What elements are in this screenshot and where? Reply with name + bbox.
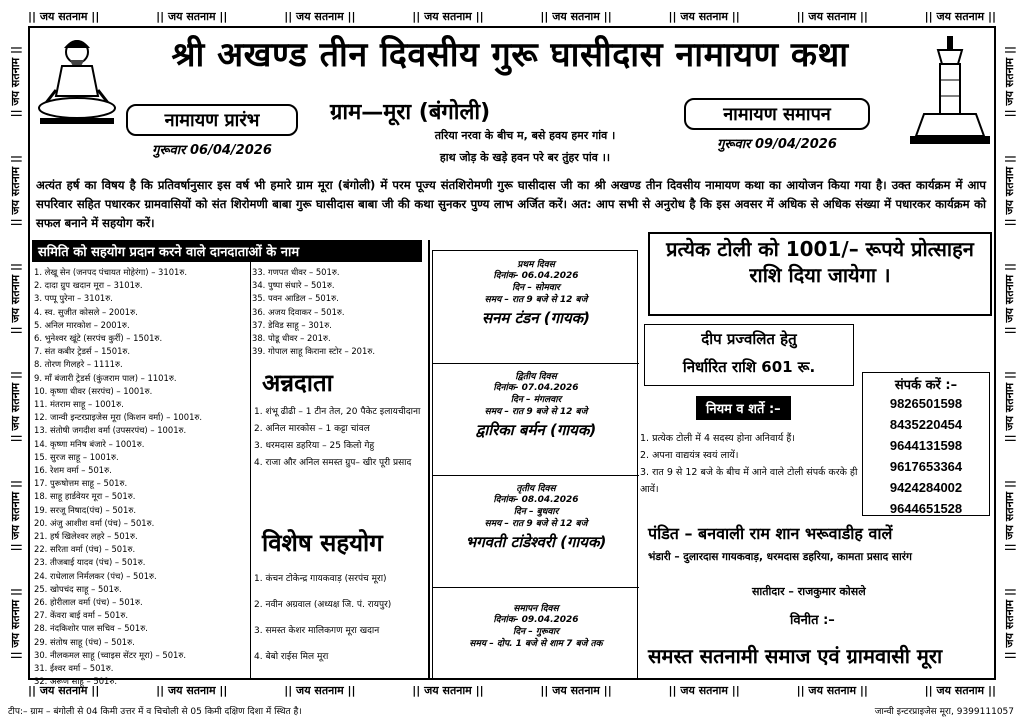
phone-number: 8435220454 bbox=[889, 417, 963, 432]
schedule-day-2 bbox=[433, 369, 639, 440]
vishesh-list bbox=[254, 566, 426, 670]
border-text: || जय सतनाम || bbox=[156, 9, 228, 23]
donors-list-1 bbox=[34, 266, 254, 689]
list-item: 29. संतोष साहू (पंच) – 501रु. bbox=[34, 636, 135, 647]
day-date: दिनांक- 08.04.2026 bbox=[493, 495, 579, 505]
day-singer: सनम टंडन (गायक) bbox=[481, 309, 591, 327]
list-item: 17. पुरूषोत्तम साहू – 501रु. bbox=[34, 478, 128, 489]
day-weekday: दिन – मंगलवार bbox=[510, 395, 562, 405]
border-text: || जय सतनाम || bbox=[8, 263, 22, 335]
schedule-day-3 bbox=[433, 481, 639, 552]
day-title: प्रथम दिवस bbox=[517, 260, 555, 270]
list-item: 37. डेविड साहू – 301रु. bbox=[252, 319, 332, 330]
border-text: || जय सतनाम || bbox=[284, 683, 356, 697]
footer-note: टीप:– ग्राम – बंगोली से 04 किमी उत्तर में व चिचोली से 05 किमी दक्षिण दिशा में स्थित है। bbox=[8, 707, 302, 717]
day-weekday: दिन – बुधवार bbox=[513, 507, 559, 517]
list-item: 8. तोरण गिलहरे – 1111रु. bbox=[34, 359, 123, 370]
column-divider bbox=[428, 240, 430, 680]
list-item: 12. जान्वी इन्टरप्राइजेस मूरा (किशन वर्मा) – 1001रु. bbox=[34, 412, 203, 423]
list-item: 30. नीलकमल साहू (च्वाइस सेंटर मूरा) – 501रु. bbox=[34, 649, 187, 660]
list-item: 18. साहू हार्डवेयर मूरा – 501रु. bbox=[34, 491, 136, 502]
day-time: समय – रात 9 बजे से 12 बजे bbox=[484, 295, 588, 305]
page-title: श्री अखण्ड तीन दिवसीय गुरू घासीदास नामायण कथा bbox=[171, 35, 849, 75]
phone-number: 9424284002 bbox=[889, 480, 963, 495]
divider bbox=[433, 587, 639, 588]
divider bbox=[433, 363, 639, 364]
schedule-day-1 bbox=[433, 257, 639, 328]
list-item: 4. बेबो राईस मिल मूरा bbox=[254, 652, 329, 662]
organizer-line: समस्त सतनामी समाज एवं ग्रामवासी मूरा bbox=[648, 644, 943, 668]
list-item: 10. कृष्णा धीवर (सरपंच) – 1001रु. bbox=[34, 385, 153, 396]
border-text: || जय सतनाम || bbox=[540, 9, 612, 23]
list-item: 9. माँ बंजारी ट्रेडर्स (कुंजराम पाल) – 1101रु. bbox=[34, 372, 177, 383]
border-text: || जय सतनाम || bbox=[412, 683, 484, 697]
border-text: || जय सतनाम || bbox=[924, 9, 996, 23]
satidar-line: सातीदार – राजकुमार कोसले bbox=[752, 585, 866, 598]
day-weekday: दिन – गुरूवार bbox=[513, 627, 559, 637]
border-text: || जय सतनाम || bbox=[1002, 154, 1016, 227]
border-text: || जय सतनाम || bbox=[8, 588, 22, 660]
list-item: 22. सरिता वर्मा (पंच) – 501रु. bbox=[34, 544, 136, 555]
list-item: 3. रात 9 से 12 बजे के बीच में आने वाले टोली संपर्क करके ही आवें। bbox=[640, 467, 858, 495]
list-item: 3. पप्पू पुरेना – 3101रु. bbox=[34, 293, 113, 304]
prize-notice: प्रत्येक टोली को 1001/– रूपये प्रोत्साहन राशि दिया जायेगा । bbox=[648, 232, 992, 316]
border-text: || जय सतनाम || bbox=[796, 683, 868, 697]
border-text: || जय सतनाम || bbox=[1002, 371, 1016, 443]
list-item: 7. संत कबीर ट्रेडर्स – 1501रु. bbox=[34, 346, 131, 357]
schedule-day-4 bbox=[433, 601, 639, 650]
border-text: || जय सतनाम || bbox=[8, 154, 22, 227]
list-item: 6. भुनेश्वर खूंटे (सरपंच कुर्री) – 1501रु. bbox=[34, 333, 163, 344]
list-item: 24. राधेलाल निर्मलकर (पंच) – 501रु. bbox=[34, 570, 157, 581]
list-item: 5. अनिल मारकोश – 2001रु. bbox=[34, 319, 130, 330]
footer-printer: जान्वी इन्टरप्राइजेस मूरा, 9399111057 bbox=[874, 707, 1014, 717]
border-text: || जय सतनाम || bbox=[668, 9, 740, 23]
day-title: तृतीय दिवस bbox=[516, 484, 556, 494]
list-item: 2. दादा ग्रुप खदान मूरा – 3101रु. bbox=[34, 280, 143, 291]
list-item: 1. लेखू सेन (जनपद पंचायत मोहेरंगा) – 3101रु. bbox=[34, 267, 188, 277]
vishesh-heading: विशेष सहयोग bbox=[262, 529, 383, 557]
list-item: 25. खोपचंद साहू – 501रु. bbox=[34, 583, 122, 594]
phone-number: 9644651528 bbox=[889, 501, 963, 516]
list-item: 26. होरीलाल वर्मा (पंच) – 501रु. bbox=[34, 597, 143, 608]
vineet-label: विनीत :– bbox=[790, 613, 835, 628]
list-item: 2. नवीन अग्रवाल (अध्यक्ष जि. पं. रायपुर) bbox=[254, 600, 392, 610]
phone-number: 9644131598 bbox=[889, 438, 963, 453]
border-text: || जय सतनाम || bbox=[412, 9, 484, 23]
list-item: 4. राजा और अनिल समस्त ग्रुप– खीर पूरी प्रसाद bbox=[254, 458, 412, 468]
list-item: 38. पोडू धीवर – 201रु. bbox=[252, 333, 331, 344]
right-border bbox=[998, 28, 1020, 678]
list-item: 1. शंभू ढीढी – 1 टीन तेल, 20 पैकेट इलायचीदाना bbox=[254, 407, 421, 417]
day-date: दिनांक- 07.04.2026 bbox=[493, 383, 579, 393]
intro-paragraph: अत्यंत हर्ष का विषय है कि प्रतिवर्षानुसार इस वर्ष भी हमारे ग्राम मूरा (बंगोली) में परम पूज्य संतशिरोमणी गुरू घासीदास जी का श्री अखण्ड तीन दिवसीय नामायण कथा का आयोजन किया गया है। उक्त कार्यक्रम में आप सपरिवार सहित पधारकर ग्रामवासियों को संत शिरोमणी बाबा गुरू घासीदास बाबा जी की कथा सुनकर पुण्य लाभ अर्जित करें। अत: आप सभी से अनुरोध है कि इस अवसर में अधिक से अधिक संख्या में पधारकर कार्यक्रम को सफल बनाने में सहयोग करें। bbox=[36, 178, 986, 230]
border-text: || जय सतनाम || bbox=[668, 683, 740, 697]
day-title: द्वितीय दिवस bbox=[515, 372, 557, 382]
border-text: || जय सतनाम || bbox=[1002, 263, 1016, 335]
village-name: ग्राम—मूरा (बंगोली) bbox=[330, 100, 491, 125]
list-item: 3. धरमदास डहरिया – 25 किलो गेहु bbox=[254, 441, 375, 451]
divider bbox=[433, 475, 639, 476]
contact-box bbox=[862, 372, 990, 516]
list-item: 1. कंचन टोकेन्द्र गायकवाड़ (सरपंच मूरा) bbox=[254, 574, 387, 584]
list-item: 34. पुष्पा संधारे – 501रु. bbox=[252, 280, 335, 291]
end-block bbox=[684, 98, 870, 152]
list-item: 36. अजय दिवाकर – 501रु. bbox=[252, 306, 345, 317]
border-text: || जय सतनाम || bbox=[924, 683, 996, 697]
list-item: 14. कृष्णा मनिष बंजारे – 1001रु. bbox=[34, 438, 145, 449]
border-text: || जय सतनाम || bbox=[8, 479, 22, 552]
day-date: दिनांक- 06.04.2026 bbox=[493, 271, 579, 281]
day-time: समय – रात 9 बजे से 12 बजे bbox=[484, 519, 588, 529]
rules-heading: नियम व शर्ते :– bbox=[696, 396, 791, 420]
day-singer: द्वारिका बर्मन (गायक) bbox=[475, 421, 597, 439]
day-weekday: दिन – सोमवार bbox=[512, 283, 560, 293]
list-item: 4. स्व. सुजीत कोसले – 2001रु. bbox=[34, 306, 138, 317]
list-item: 39. गोपाल साहू किराना स्टोर – 201रु. bbox=[252, 346, 375, 357]
guru-illustration bbox=[34, 34, 120, 128]
schedule-box bbox=[432, 250, 638, 680]
border-text: || जय सतनाम || bbox=[284, 9, 356, 23]
list-item: 28. नंदकिशोर पाल सचिव – 501रु. bbox=[34, 623, 148, 634]
list-item: 21. हर्ष खिलेश्वर लहरे – 501रु. bbox=[34, 531, 138, 542]
list-item: 31. ईश्वर वर्मा – 501रु. bbox=[34, 663, 114, 674]
end-date: गुरूवार 09/04/2026 bbox=[717, 137, 837, 152]
list-item: 27. केंवरा बाई वर्मा – 501रु. bbox=[34, 610, 129, 621]
contact-heading: संपर्क करें :– bbox=[894, 378, 958, 393]
border-text: || जय सतनाम || bbox=[28, 9, 100, 23]
list-item: 23. तीजबाई यादव (पंच) – 501रु. bbox=[34, 557, 146, 568]
couplet-line-1: तरिया नरवा के बीच म, बसे हवय हमर गांव । bbox=[434, 129, 616, 142]
end-label: नामायण समापन bbox=[684, 98, 870, 130]
border-text: || जय सतनाम || bbox=[156, 683, 228, 697]
pandit-line: पंडित – बनवाली राम शान भरूवाडीह वालें bbox=[648, 524, 893, 543]
rules-list bbox=[640, 430, 862, 498]
start-date: गुरूवार 06/04/2026 bbox=[152, 143, 272, 158]
list-item: 33. गणपत धीवर – 501रु. bbox=[252, 267, 340, 277]
list-item: 15. सुरज साहू – 1001रु. bbox=[34, 451, 119, 462]
border-text: || जय सतनाम || bbox=[8, 371, 22, 443]
top-border bbox=[28, 6, 996, 26]
bhandari-line: भंडारी – दुलारदास गायकवाड़, धरमदास डहरिया, कामता प्रसाद सारंग bbox=[648, 551, 912, 563]
lamp-fee-line-2: निर्धारित राशि 601 रू. bbox=[682, 358, 816, 376]
border-text: || जय सतनाम || bbox=[796, 9, 868, 23]
lamp-fee-line-1: दीप प्रज्वलित हेतु bbox=[701, 330, 797, 348]
donors-list-2 bbox=[252, 266, 432, 358]
list-item: 32. अरूण साहू – 501रु. bbox=[34, 676, 118, 687]
border-text: || जय सतनाम || bbox=[28, 683, 100, 697]
phone-number: 9617653364 bbox=[889, 459, 963, 474]
list-item: 3. समस्त केशर मालिकगण मूरा खदान bbox=[254, 626, 380, 636]
jaitkham-tower-illustration bbox=[910, 36, 990, 146]
phone-number: 9826501598 bbox=[889, 396, 963, 411]
lamp-fee-box bbox=[644, 324, 854, 386]
start-label: नामायण प्रारंभ bbox=[126, 104, 298, 136]
border-text: || जय सतनाम || bbox=[1002, 479, 1016, 552]
annadata-heading: अन्नदाता bbox=[262, 369, 333, 397]
border-text: || जय सतनाम || bbox=[8, 46, 22, 118]
day-date: दिनांक- 09.04.2026 bbox=[493, 615, 579, 625]
list-item: 35. पवन आडिल – 501रु. bbox=[252, 293, 339, 304]
annadata-list bbox=[254, 404, 426, 472]
list-item: 2. अपना वाद्ययंत्र स्वयं लायें। bbox=[640, 450, 739, 461]
list-item: 19. सरजू निषाद(पंच) – 501रु. bbox=[34, 504, 136, 515]
day-singer: भगवती टांडेश्वरी (गायक) bbox=[465, 533, 607, 551]
list-item: 11. मंतराम साहू – 1001रु. bbox=[34, 399, 124, 410]
list-item: 2. अनिल मारकोस – 1 कट्टा चांवल bbox=[254, 424, 370, 434]
column-divider bbox=[250, 262, 251, 680]
list-item: 1. प्रत्येक टोली में 4 सदस्य होना अनिवार्य हैं। bbox=[640, 433, 795, 444]
list-item: 20. अंजु आशीश वर्मा (पंच) – 501रु. bbox=[34, 517, 155, 528]
border-text: || जय सतनाम || bbox=[1002, 46, 1016, 118]
list-item: 13. संतोषी जगदीश वर्मा (उपसरपंच) – 1001रु. bbox=[34, 425, 187, 436]
border-text: || जय सतनाम || bbox=[1002, 588, 1016, 660]
border-text: || जय सतनाम || bbox=[540, 683, 612, 697]
left-border bbox=[4, 28, 26, 678]
day-time: समय – रात 9 बजे से 12 बजे bbox=[484, 407, 588, 417]
start-block bbox=[126, 104, 298, 158]
list-item: 16. रेशम वर्मा – 501रु. bbox=[34, 465, 112, 476]
couplet-line-2: हाथ जोड़ के खड़े हवन परे बर तुंहर पांव ।। bbox=[439, 151, 611, 164]
day-title: समापन दिवस bbox=[513, 604, 559, 614]
day-time: समय – दोप. 1 बजे से शाम 7 बजे तक bbox=[469, 639, 603, 649]
donors-heading: समिति को सहयोग प्रदान करने वाले दानदाताओं के नाम bbox=[32, 240, 422, 262]
